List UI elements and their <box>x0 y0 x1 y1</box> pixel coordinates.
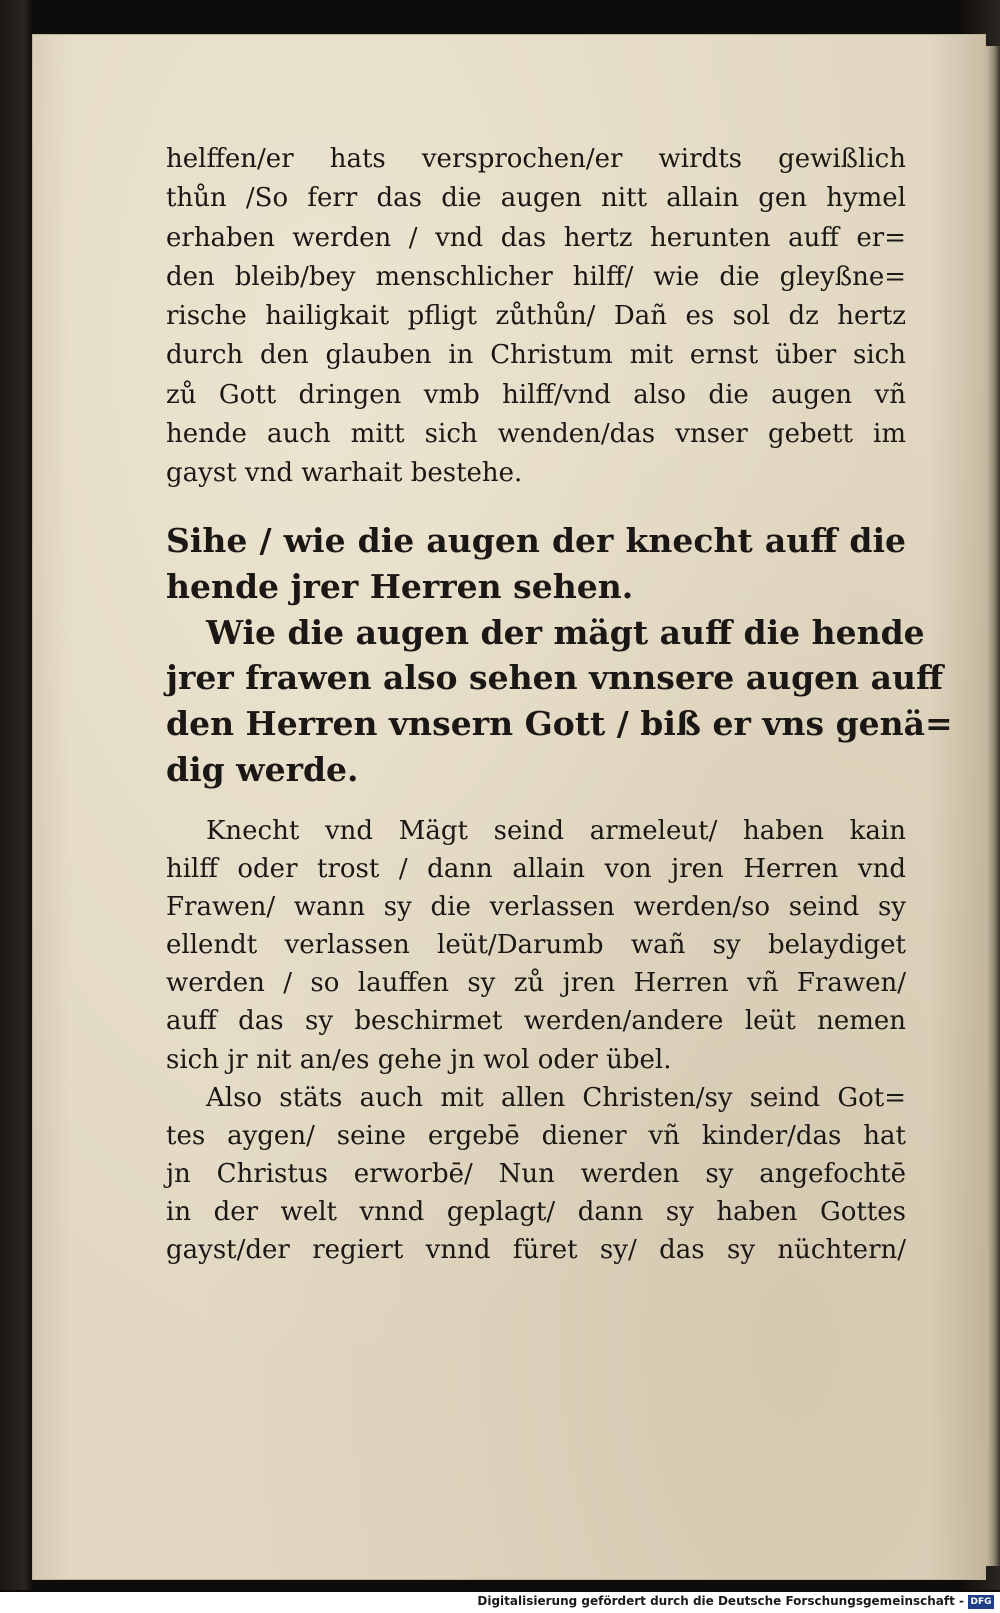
dfg-logo[interactable]: DFG <box>968 1595 994 1609</box>
text-line: den bleib/bey menschlicher hilff/ wie die gleyßne= <box>166 261 906 292</box>
text-line: gayst vnd warhait bestehe. <box>166 458 523 489</box>
text-line: sich jr nit an/es gehe jn wol oder übel. <box>166 1044 672 1075</box>
text-line: erhaben werden / vnd das hertz herunten auff er= <box>166 222 906 253</box>
footer-credit: Digitalisierung gefördert durch die Deutsche Forschungsgemeinschaft - <box>477 1594 964 1608</box>
text-line: hende auch mitt sich wenden/das vnser gebett im <box>166 419 906 450</box>
text-line: in der welt vnnd geplagt/ dann sy haben Gottes <box>166 1196 906 1227</box>
text-line: durch den glauben in Christum mit ernst über sich <box>166 340 906 371</box>
text-line: Knecht vnd Mägt seind armeleut/ haben kain <box>206 816 906 846</box>
text-line: rische hailigkait pfligt zůthůn/ Dañ es sol dz hertz <box>166 301 906 332</box>
verse-line: dig werde. <box>166 749 359 789</box>
text-line: Also stäts auch mit allen Christen/sy seind Got= <box>206 1082 906 1113</box>
verse-line: den Herren vnsern Gott / biß er vns genä= <box>166 704 953 744</box>
text-line: thůn /So ferr das die augen nitt allain gen hymel <box>166 183 906 214</box>
text-line: zů Gott dringen vmb hilff/vnd also die augen vñ <box>166 379 906 410</box>
text-line: ellendt verlassen leüt/Darumb wañ sy belaydiget <box>166 930 906 961</box>
text-line: tes aygen/ seine ergebē diener vñ kinder/das hat <box>166 1120 906 1151</box>
text-line: gayst/der regiert vnnd füret sy/ das sy nüchtern/ <box>166 1235 906 1266</box>
digitization-footer <box>0 1592 1000 1613</box>
page-edge <box>986 46 1000 1566</box>
text-line: auff das sy beschirmet werden/andere leüt nemen <box>166 1006 906 1037</box>
text-line: hilff oder trost / dann allain von jren Herren vnd <box>166 854 906 885</box>
verse-line: jrer frawen also sehen vnnsere augen auff <box>166 658 944 698</box>
text-line: Frawen/ wann sy die verlassen werden/so seind sy <box>166 892 906 923</box>
paragraph-1 <box>166 140 906 494</box>
verse-line: Wie die augen der mägt auff die hende <box>206 612 925 652</box>
psalm-verse <box>166 518 953 793</box>
paragraph-3 <box>166 812 906 1269</box>
verse-line: hende jrer Herren sehen. <box>166 566 634 606</box>
verse-line: Sihe / wie die augen der knecht auff die <box>166 521 906 560</box>
text-line: helffen/er hats versprochen/er wirdts gewißlich <box>166 144 906 174</box>
text-line: jn Christus erworbē/ Nun werden sy angefochtē <box>166 1158 906 1189</box>
text-line: werden / so lauffen sy zů jren Herren vñ Frawen/ <box>166 968 906 999</box>
